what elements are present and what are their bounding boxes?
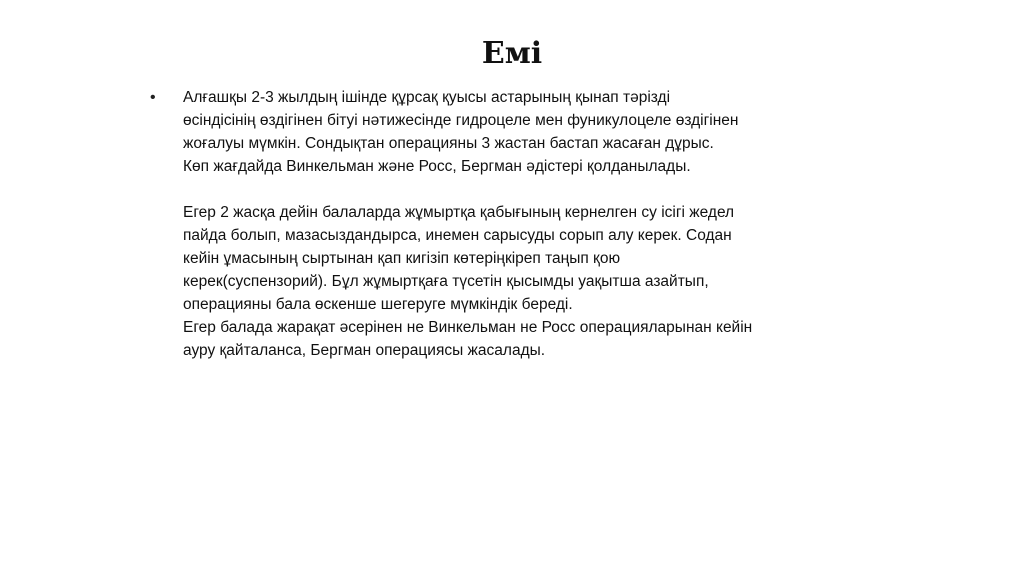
text-line: керек(суспензорий). Бұл жұмыртқаға түсетін қысымды уақытша азайтып, (183, 273, 709, 290)
text-line: Алғашқы 2-3 жылдың ішінде құрсақ қуысы астарының қынап тәрізді (183, 89, 671, 106)
text-line: пайда болып, мазасыздандырса, инемен сарысуды сорып алу керек. Содан (183, 227, 732, 244)
slide-content (150, 86, 850, 362)
paragraph-2 (183, 201, 850, 362)
text-line: ауру қайталанса, Бергман операциясы жасалады. (183, 342, 546, 359)
text-line: өсіндісінің өздігінен бітуі нәтижесінде гидроцеле мен фуникулоцеле өздігінен (183, 112, 739, 129)
text-line: Көп жағдайда Винкельман және Росс, Бергман әдістері қолданылады. (183, 158, 691, 175)
bullet-item (150, 86, 850, 362)
paragraph-1 (183, 86, 850, 178)
paragraph-spacer (183, 178, 850, 201)
text-line: Егер 2 жасқа дейін балаларда жұмыртқа қабығының кернелген су ісігі жедел (183, 204, 735, 221)
bullet-icon: • (150, 89, 156, 106)
text-line: жоғалуы мүмкін. Сондықтан операцияны 3 жастан бастап жасаған дұрыс. (183, 135, 714, 152)
text-line: кейін ұмасының сыртынан қап кигізіп көтеріңкіреп таңып қою (183, 250, 621, 267)
text-line: Егер балада жарақат әсерінен не Винкельман не Росс операцияларынан кейін (183, 319, 753, 336)
text-line: операцияны бала өскенше шегеруге мүмкіндік береді. (183, 296, 573, 313)
slide-title: Емі (481, 36, 543, 71)
